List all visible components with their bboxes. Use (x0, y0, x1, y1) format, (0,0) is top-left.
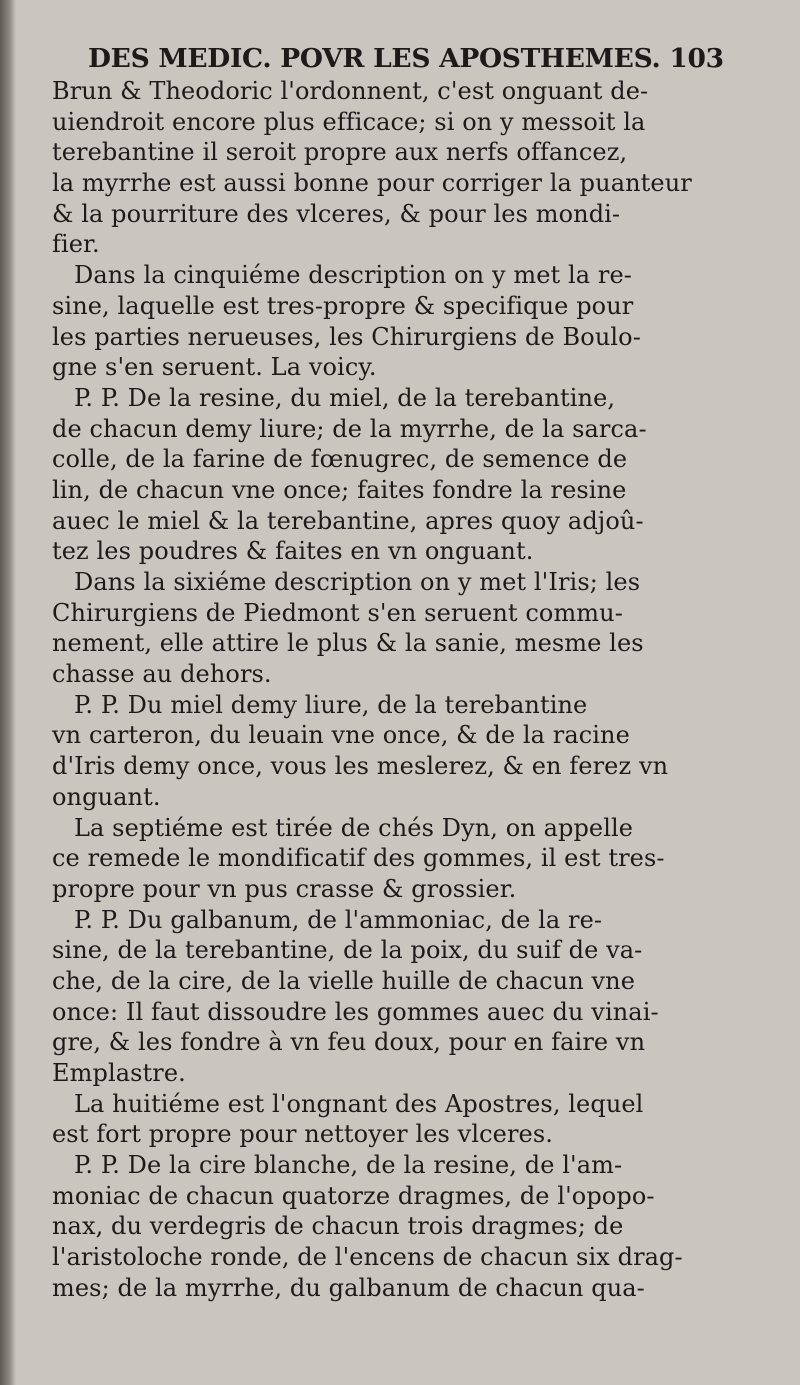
text-line: Chirurgiens de Piedmont s'en seruent commu- (52, 598, 623, 627)
text-line: mes; de la myrrhe, du galbanum de chacun qua- (52, 1273, 645, 1302)
text-line: l'aristoloche ronde, de l'encens de chacun six drag- (52, 1243, 683, 1272)
text-line: Emplastre. (52, 1059, 186, 1087)
text-line: lin, de chacun vne once; faites fondre la resine (52, 475, 627, 504)
text-line: de chacun demy liure; de la myrrhe, de la sarca- (52, 414, 647, 443)
text-line: la myrrhe est aussi bonne pour corriger la puanteur (52, 169, 692, 198)
text-line: & la pourriture des vlceres, & pour les mondi- (52, 199, 621, 228)
text-line: once: Il faut dissoudre les gommes auec du vinai- (52, 997, 659, 1026)
text-lines (52, 76, 692, 1304)
text-line: vn carteron, du leuain vne once, & de la racine (52, 721, 630, 750)
text-line: La huitiéme est l'ongnant des Apostres, lequel (74, 1089, 644, 1118)
text-line: Brun & Theodoric l'ordonnent, c'est onguant de- (52, 77, 649, 105)
text-line: sine, laquelle est tres-propre & specifique pour (52, 291, 634, 320)
text-line: moniac de chacun quatorze dragmes, de l'opopo- (52, 1181, 655, 1210)
text-line: P. P. Du miel demy liure, de la terebantine (74, 690, 588, 719)
text-line: sine, de la terebantine, de la poix, du suif de va- (52, 936, 643, 965)
text-line: gne s'en seruent. La voicy. (52, 353, 377, 382)
text-line: fier. (52, 230, 100, 259)
text-line: nement, elle attire le plus & la sanie, mesme les (52, 629, 644, 658)
text-line: chasse au dehors. (52, 660, 272, 689)
text-line: P. P. De la resine, du miel, de la terebantine, (74, 383, 616, 412)
text-line: gre, & les fondre à vn feu doux, pour en faire vn (52, 1028, 646, 1057)
text-line: Dans la cinquiéme description on y met la re- (74, 261, 632, 290)
text-line: Dans la sixiéme description on y met l'Iris; les (74, 568, 641, 596)
text-line: La septiéme est tirée de chés Dyn, on appelle (74, 813, 634, 842)
text-line: P. P. Du galbanum, de l'ammoniac, de la re- (74, 905, 603, 934)
text-line: che, de la cire, de la vielle huille de chacun vne (52, 966, 636, 995)
text-line: onguant. (52, 782, 161, 811)
text-line: colle, de la farine de fœnugrec, de semence de (52, 445, 628, 474)
binding-edge (0, 0, 16, 1385)
text-line: terebantine il seroit propre aux nerfs offancez, (52, 138, 628, 167)
text-line: d'Iris demy once, vous les meslerez, & en ferez vn (52, 752, 669, 781)
text-line: ce remede le mondificatif des gommes, il est tres- (52, 844, 665, 873)
text-line: uiendroit encore plus efficace; si on y messoit la (52, 107, 646, 136)
text-line: est fort propre pour nettoyer les vlceres. (52, 1120, 553, 1149)
text-line: P. P. De la cire blanche, de la resine, de l'am- (74, 1151, 623, 1180)
page-text-block (52, 42, 724, 1304)
text-line: propre pour vn pus crasse & grossier. (52, 874, 517, 903)
text-line: nax, du verdegris de chacun trois dragmes; de (52, 1212, 624, 1241)
text-line: les parties nerueuses, les Chirurgiens de Boulo- (52, 322, 641, 351)
text-line: tez les poudres & faites en vn onguant. (52, 537, 534, 566)
running-head: DES MEDIC. POVR LES APOSTHEMES. 103 (88, 43, 724, 74)
text-line: auec le miel & la terebantine, apres quoy adjoû- (52, 506, 644, 535)
